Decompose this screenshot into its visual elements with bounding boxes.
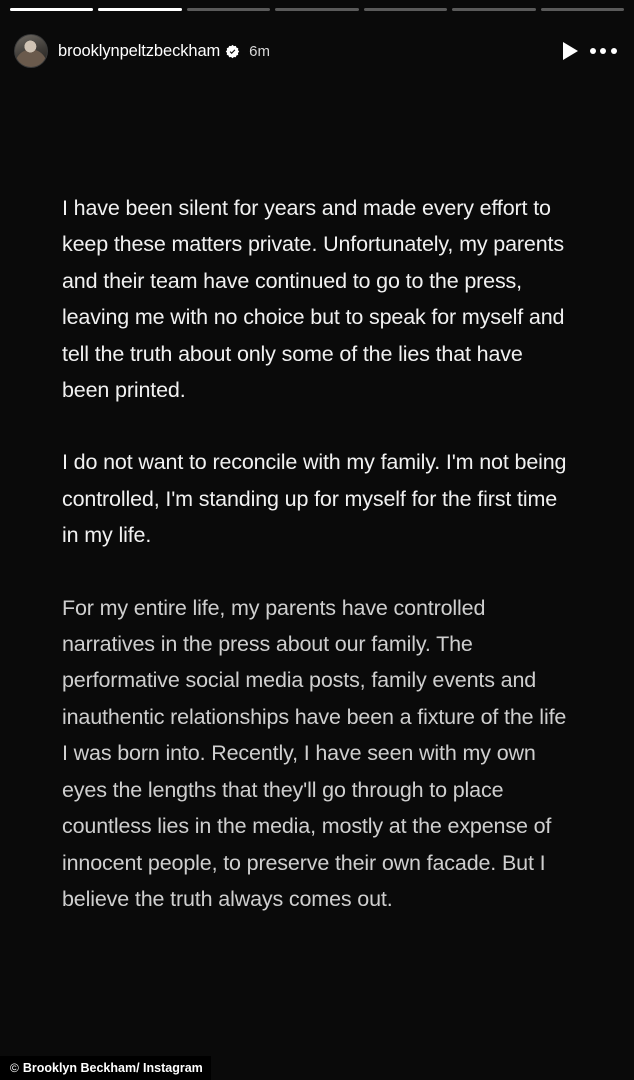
credit-label: Brooklyn Beckham/ Instagram <box>22 1061 203 1075</box>
story-header <box>0 28 634 74</box>
image-credit-bar <box>0 1056 211 1080</box>
progress-segment-fill <box>10 8 93 11</box>
username-label[interactable]: brooklynpeltzbeckham <box>58 41 221 60</box>
story-paragraph: I do not want to reconcile with my family. I'm not being controlled, I'm standing up for myself for the first time in my life. <box>62 450 567 548</box>
progress-segment[interactable] <box>187 8 270 11</box>
progress-segment[interactable] <box>98 8 181 11</box>
story-progress-bar <box>10 8 624 11</box>
progress-segment[interactable] <box>364 8 447 11</box>
play-icon <box>563 42 578 60</box>
progress-segment[interactable] <box>541 8 624 11</box>
progress-segment-fill <box>98 8 181 11</box>
progress-segment[interactable] <box>452 8 535 11</box>
story-paragraph: I have been silent for years and made every effort to keep these matters private. Unfortunately, my parents and their team have continued to go to the press, leaving me with no choice but to speak for myself and tell the truth about only some of the lies that have been printed. <box>62 196 565 403</box>
story-text-content <box>0 190 634 1010</box>
story-paragraph: For my entire life, my parents have controlled narratives in the press about our family. The performative social media posts, family events and inauthentic relationships have been a fixture of the life I was born into. Recently, I have seen with my own eyes the lengths that they'll go through to place countless lies in the media, mostly at the expense of innocent people, to preserve their own facade. But I believe the truth always comes out. <box>62 595 567 911</box>
avatar-image <box>15 35 47 67</box>
progress-segment[interactable] <box>275 8 358 11</box>
progress-segment[interactable] <box>10 8 93 11</box>
timestamp-label: 6m <box>249 42 271 60</box>
avatar[interactable] <box>14 34 48 68</box>
verified-badge-icon <box>225 44 240 59</box>
more-options-icon <box>590 48 617 54</box>
copyright-icon: © <box>10 1061 19 1075</box>
play-button[interactable] <box>552 34 586 68</box>
more-options-button[interactable] <box>586 34 620 68</box>
